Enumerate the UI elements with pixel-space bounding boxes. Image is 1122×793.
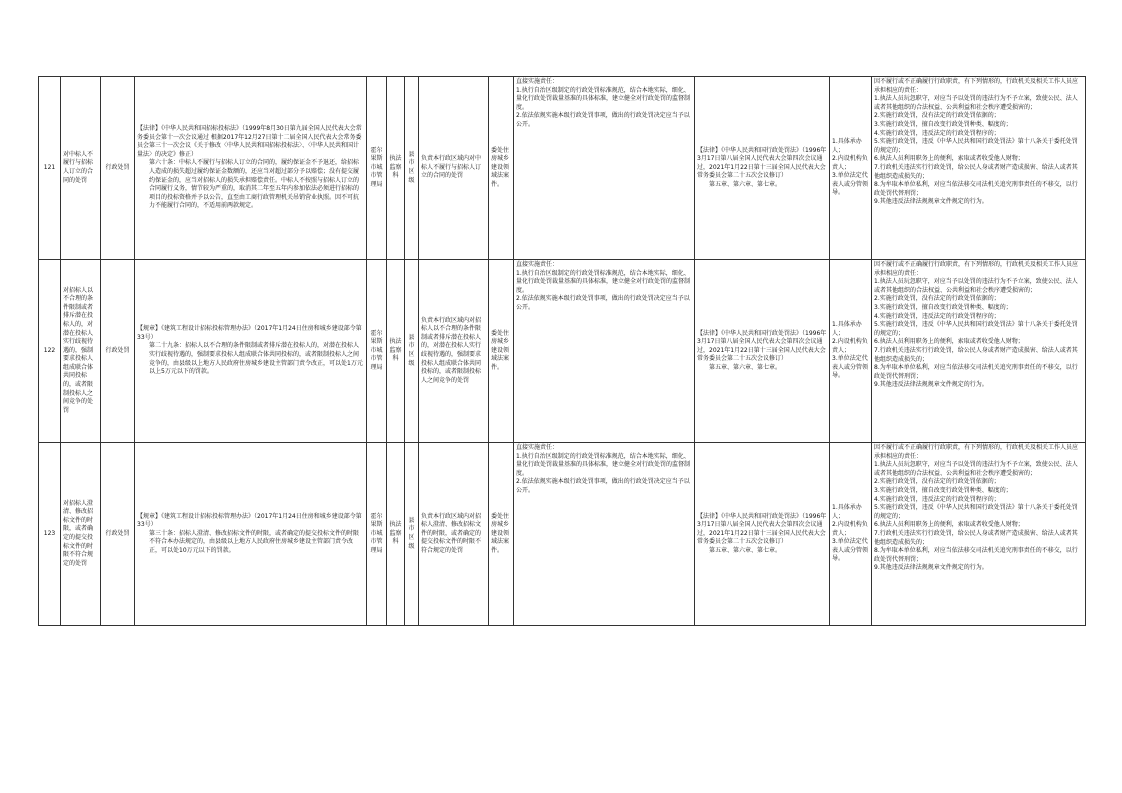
duty-description: 负责本行政区域内对招标人以不合理的条件限制或者排斥潜在投标人的，对潜在投标人实行歧视待遇的，强制要求投标人组成联合体共同投标的，或者限制投标人之间竞争的处罚 bbox=[419, 260, 489, 443]
accountable-persons bbox=[830, 443, 872, 626]
implementation-level: 县市区级 bbox=[405, 443, 419, 626]
item-category: 行政处罚 bbox=[101, 260, 135, 443]
power-list-table bbox=[38, 76, 1086, 626]
accountable-persons-text: 1.具体承办人； 2.内设机构负责人； 3.单位法定代表人或分管领导。 bbox=[832, 503, 869, 563]
implementing-department: 霍尔果斯市城市管理局 bbox=[367, 77, 387, 260]
accountability-conditions bbox=[872, 260, 1086, 443]
responsibility-items-text: 直接实施责任： 1.执行自治区级制定的行政处罚标准规范，结合本地实际，细化、量化行政处罚裁量基准的具体标准，建立健全对行政处罚的监督制度。 2.依法依规实施本级行政处罚事项，做出的行政处罚决定应当予以公开。 bbox=[516, 444, 691, 494]
responsibility-items-text: 直接实施责任： 1.执行自治区级制定的行政处罚标准规范，结合本地实际，细化、量化行政处罚裁量基准的具体标准，建立健全对行政处罚的监督制度。 2.依法依规实施本级行政处罚事项，做出的行政处罚决定应当予以公开。 bbox=[516, 261, 691, 311]
responsibility-items bbox=[514, 77, 695, 260]
item-name: 对中标人不履行与招标人订立的合同的处罚 bbox=[61, 77, 101, 260]
legal-basis-source: 【规章】《建筑工程设计招标投标管理办法》（2017年1月24日住房和城乡建设部令第33号） bbox=[137, 325, 362, 341]
responsibility-basis-article: 第五章、第六章、第七章。 bbox=[709, 546, 782, 554]
accountability-conditions-text: 因不履行或不正确履行行政职责，有下列情形的，行政机关及相关工作人员应承担相应的责任： 1.执法人员玩忽职守，对应当予以处罚的违法行为不予立案，致使公民、法人或者其他组织的合法权益、公共利益和社会秩序遭受损害的； 2.实施行政处罚，没有法定的行政处罚依据的； 3.实施行政处罚，擅自改变行政处罚种类、幅度的； 4.实施行政处罚，违反法定的行政处罚程序的； 5.实施行政处罚，违反《中华人民共和国行政处罚法》第十八条关于委托处罚的规定的； 6.执法人员利用职务上的便利，索取或者收受他人财物； 7.行政机关违法实行行政处罚，给公民人身或者财产造成损害、给法人或者其他组织造成损失的； 8.为牟取本单位私利，对应当依法移交司法机关追究刑事责任的不移交，以行政处罚代替刑罚； 9.其他违反法律法规规章文件规定的行为。 bbox=[874, 444, 1079, 572]
legal-basis bbox=[135, 260, 367, 443]
accountability-conditions bbox=[872, 443, 1086, 626]
legal-basis bbox=[135, 77, 367, 260]
implementing-department: 霍尔果斯市城市管理局 bbox=[367, 260, 387, 443]
implementing-office: 执法监察科 bbox=[387, 443, 405, 626]
item-number: 122 bbox=[39, 260, 61, 443]
table-row bbox=[39, 443, 1086, 626]
responsibility-items-text: 直接实施责任： 1.执行自治区级制定的行政处罚标准规范，结合本地实际，细化、量化行政处罚裁量基准的具体标准，建立健全对行政处罚的监督制度。 2.依法依规实施本级行政处罚事项，做出的行政处罚决定应当予以公开。 bbox=[516, 78, 691, 128]
accountable-persons-text: 1.具体承办人； 2.内设机构负责人； 3.单位法定代表人或分管领导。 bbox=[832, 137, 869, 197]
implementation-level: 县市区级 bbox=[405, 77, 419, 260]
case-scope: 委处住房城乡建设领域法案件。 bbox=[489, 77, 514, 260]
item-number: 123 bbox=[39, 443, 61, 626]
responsibility-basis-source: 【法律】《中华人民共和国行政处罚法》（1996年3月17日第八届全国人民代表大会第四次会议通过，2021年1月22日第十三届全国人民代表大会常务委员会第二十五次会议修订） bbox=[697, 512, 827, 546]
accountable-persons bbox=[830, 260, 872, 443]
accountability-conditions-text: 因不履行或不正确履行行政职责，有下列情形的，行政机关及相关工作人员应承担相应的责任： 1.执法人员玩忽职守，对应当予以处罚的违法行为不予立案，致使公民、法人或者其他组织的合法权益、公共利益和社会秩序遭受损害的； 2.实施行政处罚，没有法定的行政处罚依据的； 3.实施行政处罚，擅自改变行政处罚种类、幅度的； 4.实施行政处罚，违反法定的行政处罚程序的； 5.实施行政处罚，违反《中华人民共和国行政处罚法》第十八条关于委托处罚的规定的； 6.执法人员利用职务上的便利，索取或者收受他人财物； 7.行政机关违法实行行政处罚，给公民人身或者财产造成损害、给法人或者其他组织造成损失的； 8.为牟取本单位私利，对应当依法移交司法机关追究刑事责任的不移交，以行政处罚代替刑罚； 9.其他违反法律法规规章文件规定的行为。 bbox=[874, 78, 1079, 206]
responsibility-basis bbox=[695, 77, 830, 260]
case-scope: 委处住房城乡建设领域法案件。 bbox=[489, 443, 514, 626]
accountable-persons bbox=[830, 77, 872, 260]
implementation-level: 县市区级 bbox=[405, 260, 419, 443]
accountability-conditions bbox=[872, 77, 1086, 260]
responsibility-basis-article: 第五章、第六章、第七章。 bbox=[709, 363, 782, 371]
item-category: 行政处罚 bbox=[101, 77, 135, 260]
table-row bbox=[39, 260, 1086, 443]
responsibility-basis-source: 【法律】《中华人民共和国行政处罚法》（1996年3月17日第八届全国人民代表大会第四次会议通过，2021年1月22日第十三届全国人民代表大会常务委员会第二十五次会议修订） bbox=[697, 146, 827, 180]
item-name: 对招标人澄清、修改招标文件的时限，或者确定的提交投标文件的时限不符合规定的处罚 bbox=[61, 443, 101, 626]
responsibility-basis-article: 第五章、第六章、第七章。 bbox=[709, 180, 782, 188]
responsibility-basis-source: 【法律】《中华人民共和国行政处罚法》（1996年3月17日第八届全国人民代表大会第四次会议通过，2021年1月22日第十三届全国人民代表大会常务委员会第二十五次会议修订） bbox=[697, 329, 827, 363]
duty-description: 负责本行政区域内对招标人澄清、修改招标文件的时限，或者确定的提交投标文件的时限不符合规定的处罚 bbox=[419, 443, 489, 626]
responsibility-basis bbox=[695, 260, 830, 443]
legal-basis-article: 第三十条：招标人澄清、修改招标文件的时限，或者确定的提交投标文件的时限不符合本办法规定的，由县级以上地方人民政府住房城乡建设主管部门责令改正，可以处10万元以下的罚款。 bbox=[149, 529, 360, 554]
responsibility-items bbox=[514, 443, 695, 626]
implementing-office: 执法监察科 bbox=[387, 260, 405, 443]
accountability-conditions-text: 因不履行或不正确履行行政职责，有下列情形的，行政机关及相关工作人员应承担相应的责任： 1.执法人员玩忽职守，对应当予以处罚的违法行为不予立案，致使公民、法人或者其他组织的合法权益、公共利益和社会秩序遭受损害的； 2.实施行政处罚，没有法定的行政处罚依据的； 3.实施行政处罚，擅自改变行政处罚种类、幅度的； 4.实施行政处罚，违反法定的行政处罚程序的； 5.实施行政处罚，违反《中华人民共和国行政处罚法》第十八条关于委托处罚的规定的； 6.执法人员利用职务上的便利，索取或者收受他人财物； 7.行政机关违法实行行政处罚，给公民人身或者财产造成损害、给法人或者其他组织造成损失的； 8.为牟取本单位私利，对应当依法移交司法机关追究刑事责任的不移交，以行政处罚代替刑罚； 9.其他违反法律法规规章文件规定的行为。 bbox=[874, 261, 1079, 389]
case-scope: 委处住房城乡建设领域法案件。 bbox=[489, 260, 514, 443]
responsibility-basis bbox=[695, 443, 830, 626]
item-category: 行政处罚 bbox=[101, 443, 135, 626]
legal-basis-article: 第二十九条：招标人以不合理的条件限制或者排斥潜在投标人的，对潜在投标人实行歧视待遇的，强制要求投标人组成联合体共同投标的，或者限制投标人之间竞争的，由县级以上地方人民政府住房城乡建设主管部门责令改正，可以处1万元以上5万元以下的罚款。 bbox=[149, 342, 363, 376]
implementing-department: 霍尔果斯市城市管理局 bbox=[367, 443, 387, 626]
item-number: 121 bbox=[39, 77, 61, 260]
responsibility-items bbox=[514, 260, 695, 443]
legal-basis bbox=[135, 443, 367, 626]
legal-basis-article: 第六十条：中标人不履行与招标人订立的合同的，履约保证金不予退还，给招标人造成的损失超过履约保证金数额的，还应当对超过部分予以赔偿；没有提交履约保证金的，应当对招标人的损失承担赔偿责任。中标人不按照与招标人订立的合同履行义务，情节较为严重的，取消其二年至五年内参加依法必须进行招标的项目的投标资格并予以公告，直至由工商行政管理机关吊销营业执照。因不可抗力不能履行合同的，不适用前两款规定。 bbox=[149, 159, 360, 210]
accountable-persons-text: 1.具体承办人； 2.内设机构负责人； 3.单位法定代表人或分管领导。 bbox=[832, 320, 869, 380]
table-row bbox=[39, 77, 1086, 260]
duty-description: 负责本行政区域内对中标人不履行与招标人订立的合同的处罚 bbox=[419, 77, 489, 260]
implementing-office: 执法监察科 bbox=[387, 77, 405, 260]
item-name: 对招标人以不合理的条件限制或者排斥潜在投标人的，对潜在投标人实行歧视待遇的，强制要求投标人组成联合体共同投标的，或者限制投标人之间竞争的处罚 bbox=[61, 260, 101, 443]
legal-basis-source: 【规章】《建筑工程设计招标投标管理办法》（2017年1月24日住房和城乡建设部令第33号） bbox=[137, 512, 362, 529]
legal-basis-source: 【法律】《中华人民共和国招标投标法》（1999年8月30日第九届全国人民代表大会常务委员会第十一次会议通过 根据2017年12月27日第十二届全国人民代表大会常务委员会第三十一次会议《关于修改〈中华人民共和国招标投标法〉、〈中华人民共和国计量法〉的决定》修正） bbox=[137, 125, 362, 158]
